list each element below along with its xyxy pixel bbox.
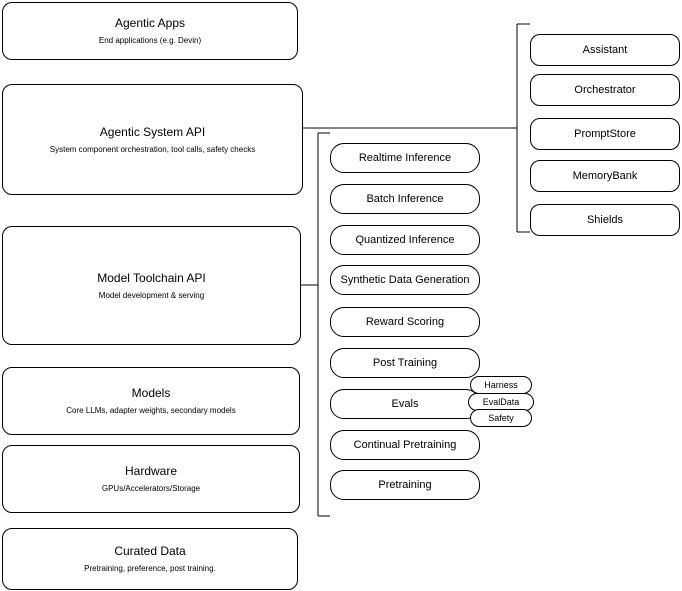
layer-title: Models: [131, 386, 171, 400]
layer-hardware[interactable]: [2, 445, 300, 513]
layer-subtitle: GPUs/Accelerators/Storage: [101, 484, 201, 493]
component-synthetic-data-generation[interactable]: [330, 265, 480, 295]
component-continual-pretraining[interactable]: [330, 430, 480, 460]
layer-subtitle: System component orchestration, tool calls, safety checks: [49, 144, 256, 154]
layer-title: Agentic Apps: [114, 16, 186, 30]
component-label: Reward Scoring: [365, 316, 445, 328]
component-label: Quantized Inference: [355, 234, 455, 246]
component-label: Orchestrator: [574, 84, 636, 96]
component-realtime-inference[interactable]: [330, 143, 480, 173]
layer-curated-data[interactable]: [2, 528, 298, 590]
component-post-training[interactable]: [330, 348, 480, 378]
component-label: Realtime Inference: [358, 152, 452, 164]
component-label: Synthetic Data Generation: [340, 274, 470, 286]
component-label: Evals: [391, 398, 419, 410]
layer-agentic-apps[interactable]: [2, 2, 298, 60]
layer-models[interactable]: [2, 367, 300, 435]
component-orchestrator[interactable]: [530, 74, 680, 106]
component-promptstore[interactable]: [530, 118, 680, 150]
layer-subtitle: Model development & serving: [98, 290, 205, 300]
tag-harness[interactable]: [470, 376, 532, 394]
layer-title: Hardware: [124, 464, 178, 478]
layer-title: Curated Data: [114, 544, 186, 558]
layer-subtitle: Core LLMs, adapter weights, secondary models: [66, 406, 236, 415]
component-memorybank[interactable]: [530, 160, 680, 192]
component-label: PromptStore: [574, 128, 636, 140]
component-pretraining[interactable]: [330, 470, 480, 500]
tag-safety[interactable]: [470, 409, 532, 427]
component-shields[interactable]: [530, 204, 680, 236]
layer-subtitle: Pretraining, preference, post training.: [84, 564, 216, 573]
component-reward-scoring[interactable]: [330, 307, 480, 337]
component-label: Post Training: [372, 357, 438, 369]
layer-model-toolchain-api[interactable]: [2, 226, 301, 345]
component-label: Shields: [586, 214, 624, 226]
layer-subtitle: End applications (e.g. Devin): [98, 36, 202, 45]
component-batch-inference[interactable]: [330, 184, 480, 214]
layer-agentic-system-api[interactable]: [2, 84, 303, 195]
tag-label: Harness: [484, 380, 518, 390]
tag-label: Safety: [488, 413, 514, 423]
component-quantized-inference[interactable]: [330, 225, 480, 255]
component-label: Batch Inference: [366, 193, 444, 205]
component-label: Assistant: [582, 44, 628, 56]
component-evals[interactable]: [330, 389, 480, 419]
tag-label: EvalData: [482, 397, 520, 407]
layer-title: Model Toolchain API: [97, 270, 206, 285]
layer-title: Agentic System API: [99, 124, 206, 139]
component-label: Continual Pretraining: [353, 439, 457, 451]
component-label: Pretraining: [378, 479, 432, 491]
component-label: MemoryBank: [572, 170, 638, 182]
component-assistant[interactable]: [530, 34, 680, 66]
